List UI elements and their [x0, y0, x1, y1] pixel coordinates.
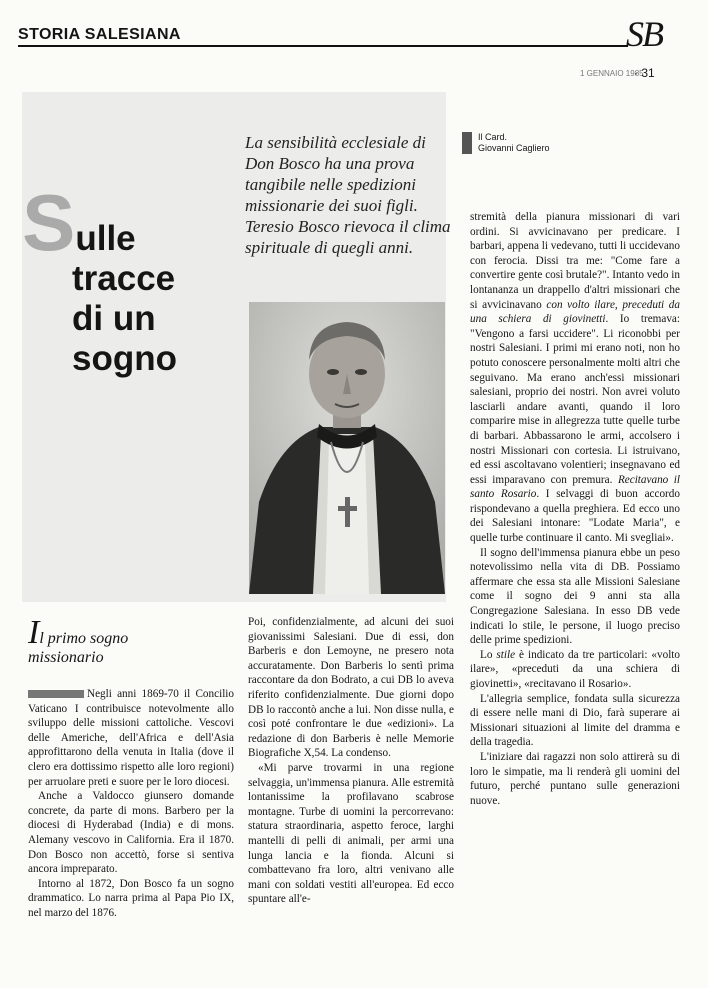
issue-date: 1 GENNAIO 1985	[580, 69, 644, 78]
section-title: STORIA SALESIANA	[18, 26, 181, 43]
col3-paragraph-4: L'allegria semplice, fondata sulla sicurezza di essere nelle mani di Dio, farà superare ai Missionari situazioni al limite del dramma e della tragedia.	[470, 692, 680, 749]
headline-line-1: ulle	[75, 219, 136, 258]
subheading-line-2: missionario	[28, 649, 104, 666]
article-headline	[22, 178, 177, 379]
caption-line-2: Giovanni Cagliero	[478, 143, 550, 153]
col3-p1-italic-b: Recitavano il santo Rosario	[470, 473, 681, 501]
headline-line-4: sogno	[72, 339, 177, 378]
portrait-photo	[249, 302, 445, 594]
headline-drop-cap: S	[22, 178, 76, 267]
text-column-1	[28, 687, 234, 921]
col3-p1-text-b: . Io tremava: "Vengono a farsi uccidere". Li riconobbi per nostri Salesiani. I primi mi erano noti, non ho potuto conoscere personalmente molti altri che seguivano. Ma erano anch'essi missionari salesiani, proprio dei nostri. Non avrei voluto lasciarli andare avanti, quando il loro comparire mise in allegrezza tutte quelle turbe di barbari. Abbassarono le armi, accolsero i nostri Missionari con cortesia. Li istruivano, ed essi ascoltavano volentieri; insegnavano ed essi imparavano con premura.	[470, 313, 680, 486]
cardinal-portrait-illustration	[249, 302, 445, 594]
col3-p1-italic-a: con volto ilare, preceduti da una schiera di giovinetti	[470, 298, 680, 326]
caption-line-1: Il Card.	[478, 132, 508, 142]
text-column-3	[470, 210, 680, 808]
col3-paragraph-5: L'iniziare dai ragazzi non solo attirerà su di loro le simpatie, ma li renderà gli uomini del futuro, perché puntano sulle generazioni nuove.	[470, 750, 680, 807]
col3-paragraph-3	[470, 648, 680, 692]
col3-p3-text-a: Lo	[480, 648, 497, 661]
page-number: · 31	[634, 66, 655, 80]
magazine-logo: SB	[626, 14, 662, 54]
col1-paragraph-1: Negli anni 1869-70 il Concilio Vaticano I contribuisce notevolmente allo sviluppo delle missioni cattoliche. Vescovi delle Americhe, dell'Africa e dell'Asia approfittarono della venuta in Italia (dove il clero era dottissimo rispetto alle loro regioni) per arruolare preti e suore per le loro diocesi.	[28, 688, 234, 788]
col1-paragraph-3: Intorno al 1872, Don Bosco fa un sogno drammatico. Lo narra prima al Papa Pio IX, nel marzo del 1876.	[28, 877, 234, 919]
headline-line-2: tracce	[72, 259, 176, 298]
text-column-2	[248, 615, 454, 907]
col2-paragraph-1: Poi, confidenzialmente, ad alcuni dei suoi giovanissimi Salesiani. Due di essi, don Barberis e don Lemoyne, ne presero nota accuratamente. Don Barberis lo sentì prima raccontare da don Bodrato, a cui DB lo aveva riferito confidenzialmente. Due giorni dopo DB lo raccontò anche a lui. Non disse nulla, e così poté confrontare le due «edizioni». La redazione di don Barberis è nelle Memorie Biografiche X,54. La condenso.	[248, 616, 454, 760]
subheading-line-1: l primo sogno	[39, 630, 129, 647]
photo-caption	[462, 132, 550, 154]
col3-paragraph-1	[470, 210, 680, 546]
col3-paragraph-2: Il sogno dell'immensa pianura ebbe un peso notevolissimo nella vita di DB. Possiamo affermare che essa sta alle Missioni Salesiane come il sogno dei 9 anni sta alla Congregazione Salesiana. In esso DB vede indicati lo stile, le persone, il luogo preciso delle prime spedizioni.	[470, 546, 680, 647]
caption-marker	[462, 132, 472, 154]
col3-p1-text-a: stremità della pianura missionari di vari ordini. Si avvicinavano per predicare. I barbari, appena li vedevano, tutti li uccidevano con ferocia. Dissi tra me: "Come fare a convertire gente così brutale?". Intanto vedo in lontananza un drappello d'altri missionari che si avvicinavano	[470, 211, 680, 311]
article-standfirst: La sensibilità ecclesiale di Don Bosco ha una prova tangibile nelle spedizioni missionarie dei suoi figli. Teresio Bosco rievoca il clima spirituale di quegli anni.	[245, 133, 451, 257]
headline-line-3: di un	[72, 299, 156, 338]
subheading-cap: I	[28, 614, 40, 651]
col3-p3-italic: stile	[496, 648, 516, 661]
col3-p1-text-c: . I selvaggi di buon accordo rispondevano a quella preghiera. Ed ecco uno dei Salesiani intonare: "Lodate Maria", e quelle turbe continuare il canto. Mi svegliai».	[470, 488, 680, 545]
paragraph-bar	[28, 690, 84, 698]
col3-p3-text-b: è indicato da tre particolari: «volto ilare», «preceduti da una schiera di giovinetti», «recitavano il Rosario».	[470, 648, 681, 690]
section-subheading	[28, 614, 129, 667]
col1-paragraph-2: Anche a Valdocco giunsero domande concrete, da parte di mons. Barbero per la diocesi di Hyderabad (India) e di mons. Alemany vescovo in California. Era il 1870. Don Bosco non accettò, forse si sentiva ancora impreparato.	[28, 790, 234, 876]
col2-paragraph-2: «Mi parve trovarmi in una regione selvaggia, un'immensa pianura. Alle estremità lontanissime la profilavano scabrose montagne. Turbe di uomini la percorrevano: statura straordinaria, aspetto feroce, larghi mantelli di pelli di animali, per armi una lunga lancia e la fionda. Alcuni si combattevano fra loro, altri venivano alle mani con soldati vestiti all'europea. Ed ecco spuntare all'e-	[248, 761, 454, 906]
header-rule	[18, 45, 628, 47]
